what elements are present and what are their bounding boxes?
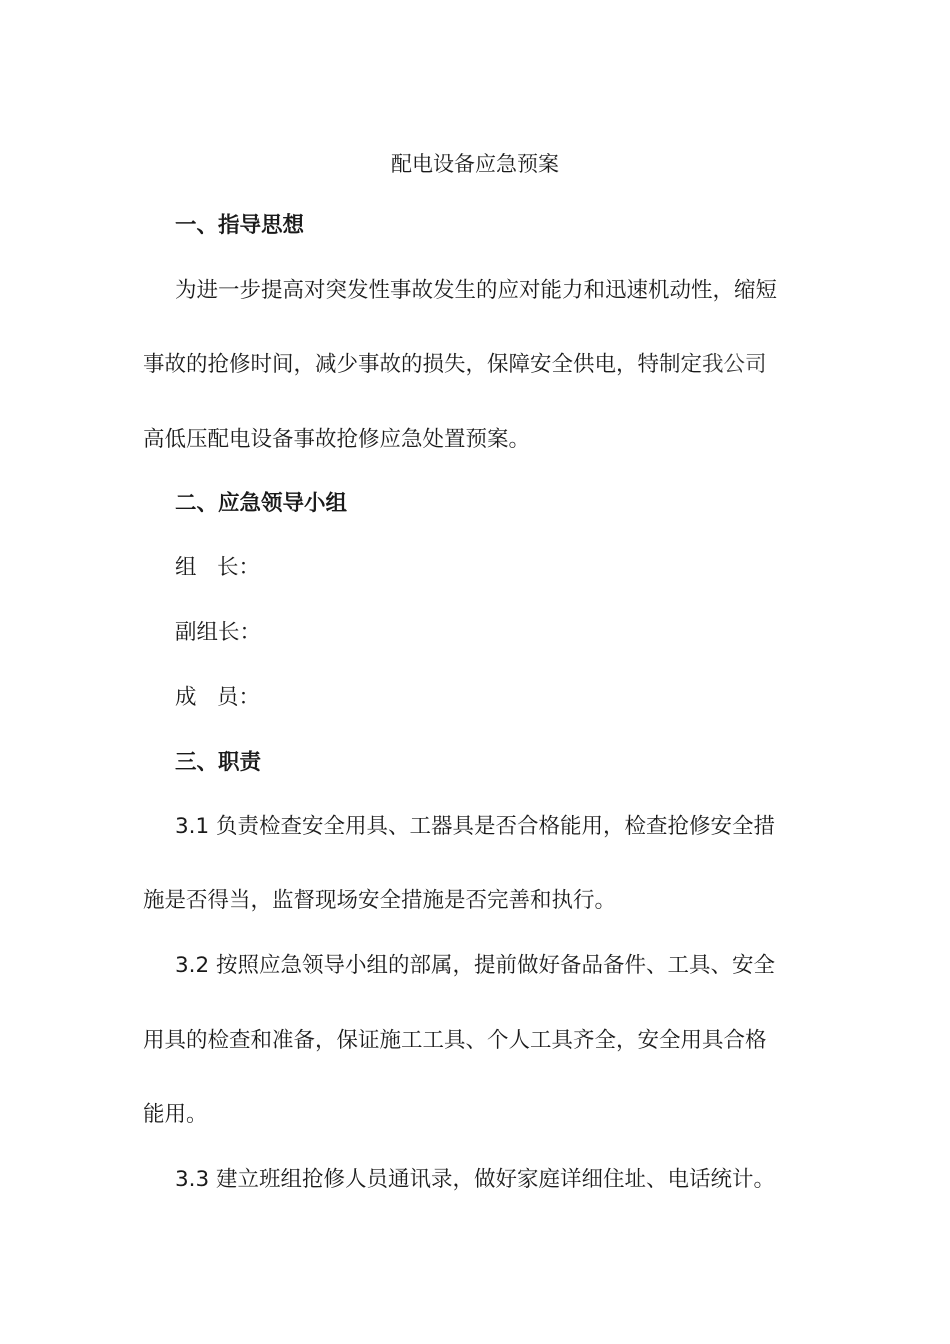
duty-item-line: 3.1 负责检查安全用具、工器具是否合格能用，检查抢修安全措 <box>175 814 776 839</box>
paragraph-line: 为进一步提高对突发性事故发生的应对能力和迅速机动性，缩短 <box>175 278 778 303</box>
document-title: 配电设备应急预案 <box>391 152 559 176</box>
deputy-leader-label: 副组长： <box>175 620 262 645</box>
members-label: 成 员： <box>175 685 261 710</box>
paragraph-line: 高低压配电设备事故抢修应急处置预案。 <box>143 427 531 452</box>
duty-item-line: 3.3 建立班组抢修人员通讯录，做好家庭详细住址、电话统计。 <box>175 1167 776 1192</box>
section-heading-duties: 三、职责 <box>175 750 262 775</box>
duty-item-line: 3.2 按照应急领导小组的部属，提前做好备品备件、工具、安全 <box>175 953 776 978</box>
duty-item-line: 能用。 <box>143 1102 208 1127</box>
section-heading-guiding-thought: 一、指导思想 <box>175 213 305 238</box>
section-heading-leadership-group: 二、应急领导小组 <box>175 491 348 516</box>
paragraph-line <box>143 350 767 380</box>
paragraph-text: 事故的抢修时间，减少事故的损失，保障安全供电，特制定 <box>143 352 703 377</box>
duty-item-line: 用具的检查和准备，保证施工工具、个人工具齐全，安全用具合格 <box>143 1028 767 1053</box>
duty-item-line: 施是否得当，监督现场安全措施是否完善和执行。 <box>143 888 617 913</box>
leader-label: 组 长： <box>175 555 261 580</box>
company-text: 我公司 <box>702 352 767 377</box>
